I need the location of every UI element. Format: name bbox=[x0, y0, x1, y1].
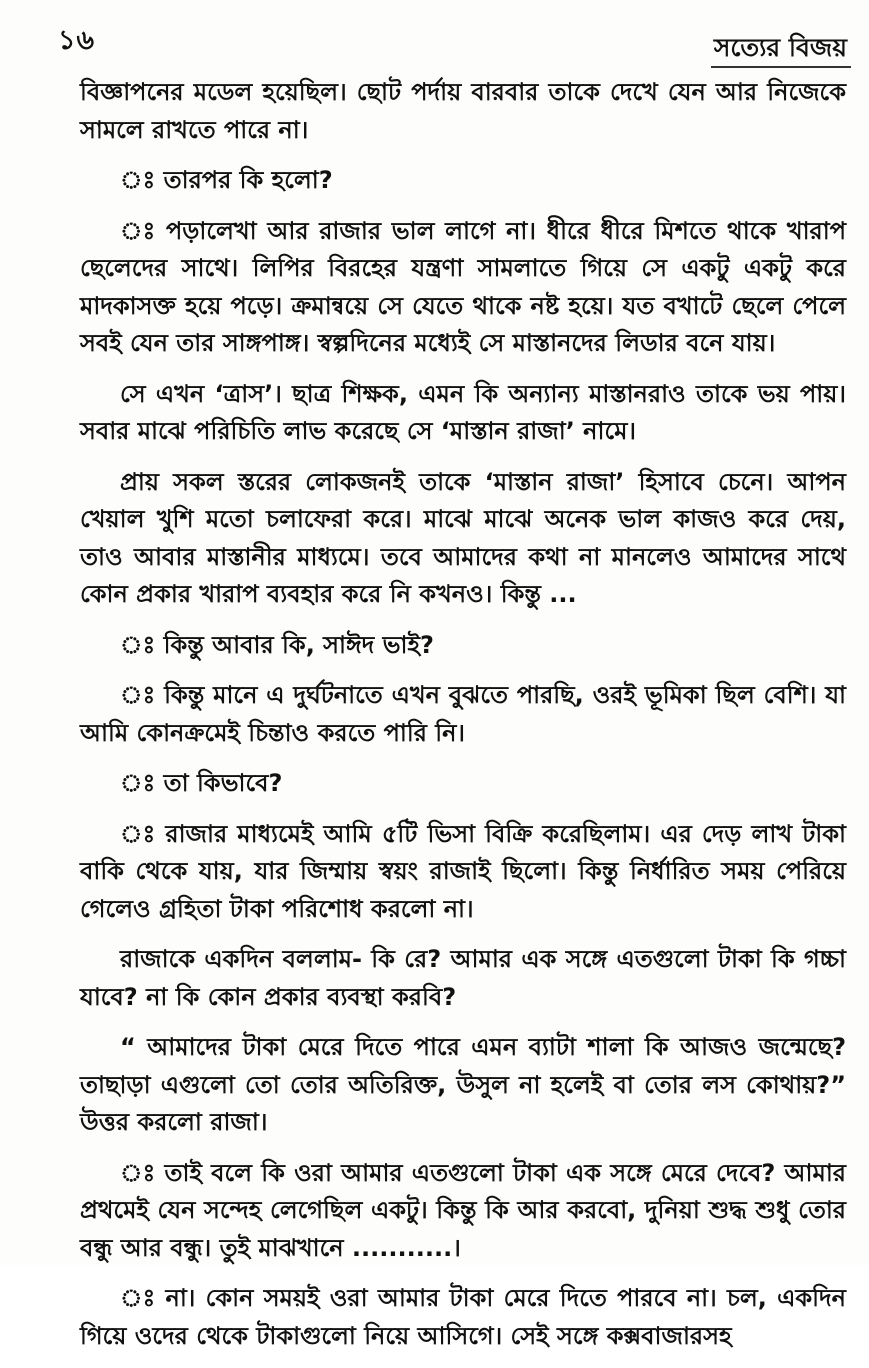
paragraph-2: ঃ তারপর কি হলো? bbox=[120, 166, 333, 194]
paragraph-12: ঃ তাই বলে কি ওরা আমার এতগুলো টাকা এক সঙ্গে মেরে দেবে? আমার প্রথমেই যেন সন্দেহ লেগেছিল একটু। কিন্তু কি আর করবো, দুনিয়া শুদ্ধ শুধু তোর বন্ধু আর বন্ধু। তুই মাঝখানে ...........। bbox=[80, 1158, 846, 1262]
page-header bbox=[0, 0, 869, 70]
paragraph-7: ঃ কিন্তু মানে এ দুর্ঘটনাতে এখন বুঝতে পারছি, ওরই ভূমিকা ছিল বেশি। যা আমি কোনক্রমেই চিন্তাও করতে পারি নি। bbox=[80, 681, 846, 747]
paragraph-8: ঃ তা কিভাবে? bbox=[120, 769, 283, 797]
body-text bbox=[80, 74, 846, 1368]
paragraph-9: ঃ রাজার মাধ্যমেই আমি ৫টি ভিসা বিক্রি করেছিলাম। এর দেড় লাখ টাকা বাকি থেকে যায়, যার জিম্মায় স্বয়ং রাজাই ছিলো। কিন্তু নির্ধারিত সময় পেরিয়ে গেলেও গ্রহিতা টাকা পরিশোধ করলো না। bbox=[80, 819, 846, 923]
paragraph-11: “ আমাদের টাকা মেরে দিতে পারে এমন ব্যাটা শালা কি আজও জন্মেছে? তাছাড়া এগুলো তো তোর অতিরিক্ত, উসুল না হলেই বা তোর লস কোথায়?” উত্তর করলো রাজা। bbox=[80, 1033, 846, 1136]
header-rule bbox=[711, 66, 851, 68]
page-number: ১৬ bbox=[58, 25, 96, 56]
paragraph-5: প্রায় সকল স্তরের লোকজনই তাকে ‘মাস্তান রাজা’ হিসাবে চেনে। আপন খেয়াল খুশি মতো চলাফেরা করে। মাঝে মাঝে অনেক ভাল কাজও করে দেয়, তাও আবার মাস্তানীর মাধ্যমে। তবে আমাদের কথা না মানলেও আমাদের সাথে কোন প্রকার খারাপ ব্যবহার করে নি কখনও। কিন্তু ... bbox=[80, 467, 846, 608]
paragraph-6: ঃ কিন্তু আবার কি, সাঈদ ভাই? bbox=[120, 630, 434, 659]
paragraph-4: সে এখন ‘ত্রাস’। ছাত্র শিক্ষক, এমন কি অন্যান্য মাস্তানরাও তাকে ভয় পায়। সবার মাঝে পরিচিতি লাভ করেছে সে ‘মাস্তান রাজা’ নামে। bbox=[80, 379, 846, 445]
paragraph-10: রাজাকে একদিন বললাম- কি রে? আমার এক সঙ্গে এতগুলো টাকা কি গচ্চা যাবে? না কি কোন প্রকার ব্যবস্থা করবি? bbox=[80, 945, 846, 1011]
running-title: সত্যের বিজয় bbox=[713, 33, 847, 62]
paragraph-3: ঃ পড়ালেখা আর রাজার ভাল লাগে না। ধীরে ধীরে মিশতে থাকে খারাপ ছেলেদের সাথে। লিপির বিরহের যন্ত্রণা সামলাতে গিয়ে সে একটু একটু করে মাদকাসক্ত হয়ে পড়ে। ক্রমান্বয়ে সে যেতে থাকে নষ্ট হয়ে। যত বখাটে ছেলে পেলে সবই যেন তার সাঙ্গপাঙ্গ। স্বল্পদিনের মধ্যেই সে মাস্তানদের লিডার বনে যায়। bbox=[80, 216, 846, 357]
paragraph-13: ঃ না। কোন সময়ই ওরা আমার টাকা মেরে দিতে পারবে না। চল, একদিন গিয়ে ওদের থেকে টাকাগুলো নিয়ে আসিগে। সেই সঙ্গে কক্সবাজারসহ bbox=[80, 1284, 846, 1350]
paragraph-1: বিজ্ঞাপনের মডেল হয়েছিল। ছোট পর্দায় বারবার তাকে দেখে যেন আর নিজেকে সামলে রাখতে পারে না। bbox=[80, 78, 846, 144]
